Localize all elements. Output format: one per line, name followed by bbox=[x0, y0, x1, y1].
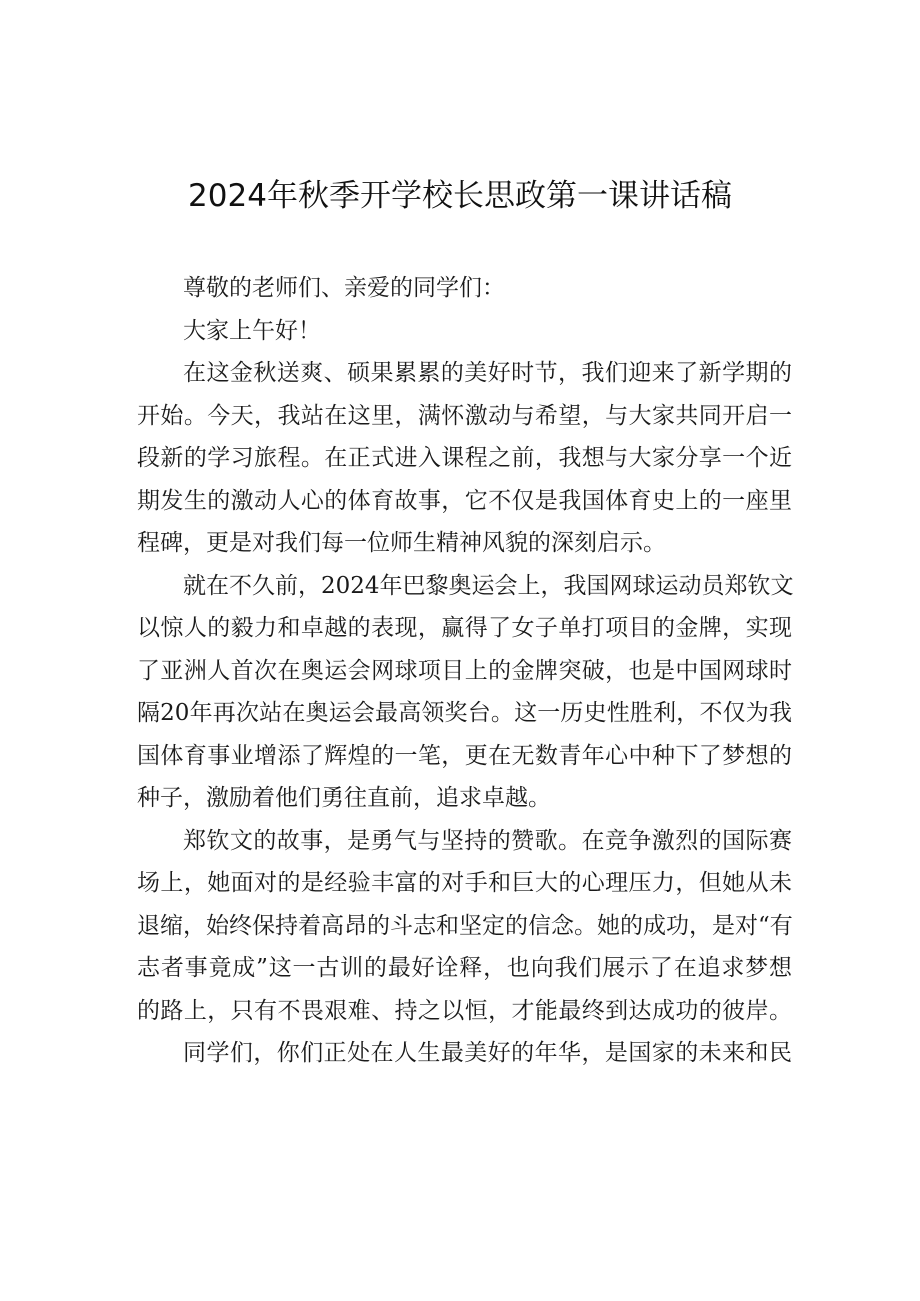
body-line: 退缩，始终保持着高昂的斗志和坚定的信念。她的成功，是对“有 bbox=[137, 912, 793, 939]
body-line: 程碑，更是对我们每一位师生精神风貌的深刻启示。 bbox=[137, 530, 666, 556]
body-line: 志者事竟成”这一古训的最好诠释，也向我们展示了在追求梦想 bbox=[137, 955, 792, 981]
body-line: 了亚洲人首次在奥运会网球项目上的金牌突破，也是中国网球时 bbox=[137, 657, 792, 684]
body-line: 尊敬的老师们、亲爱的同学们： bbox=[183, 275, 505, 301]
body-line: 开始。今天，我站在这里，满怀激动与希望，与大家共同开启一 bbox=[137, 402, 792, 429]
body-line: 场上，她面对的是经验丰富的对手和巨大的心理压力，但她从未 bbox=[137, 870, 792, 896]
document-title: 2024年秋季开学校长思政第一课讲话稿 bbox=[188, 178, 732, 214]
body-line: 同学们，你们正处在人生最美好的年华，是国家的未来和民 bbox=[183, 1040, 792, 1066]
body-line: 段新的学习旅程。在正式进入课程之前，我想与大家分享一个近 bbox=[137, 445, 792, 471]
document-body bbox=[137, 267, 792, 1075]
body-line: 国体育事业增添了辉煌的一笔，更在无数青年心中种下了梦想的 bbox=[137, 742, 792, 769]
body-line: 以惊人的毅力和卓越的表现，赢得了女子单打项目的金牌，实现 bbox=[137, 615, 792, 641]
body-line: 种子，激励着他们勇往直前，追求卓越。 bbox=[137, 785, 551, 811]
body-line: 大家上午好！ bbox=[183, 317, 321, 344]
body-line: 就在不久前，2024年巴黎奥运会上，我国网球运动员郑钦文 bbox=[183, 572, 794, 599]
body-line: 期发生的激动人心的体育故事，它不仅是我国体育史上的一座里 bbox=[137, 487, 792, 514]
body-line: 隔20年再次站在奥运会最高领奖台。这一历史性胜利，不仅为我 bbox=[137, 700, 792, 726]
body-line: 郑钦文的故事，是勇气与坚持的赞歌。在竞争激烈的国际赛 bbox=[183, 827, 792, 854]
body-line: 的路上，只有不畏艰难、持之以恒，才能最终到达成功的彼岸。 bbox=[137, 997, 792, 1024]
body-line: 在这金秋送爽、硕果累累的美好时节，我们迎来了新学期的 bbox=[183, 360, 792, 386]
